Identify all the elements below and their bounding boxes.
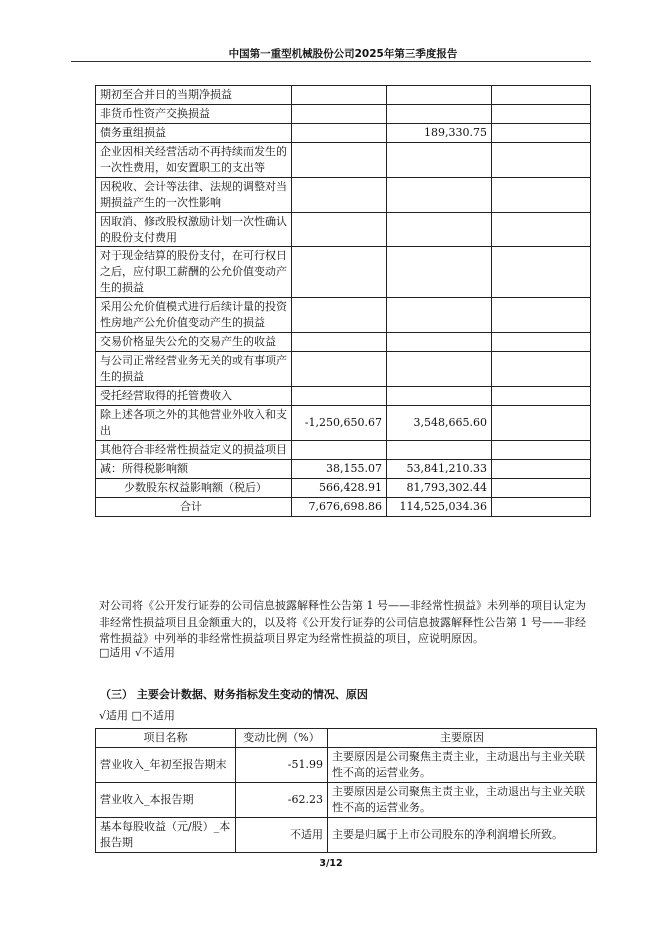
table-row — [96, 104, 591, 123]
row-value-c — [492, 177, 591, 212]
table-row — [96, 142, 591, 177]
row-value-b — [387, 142, 492, 177]
row-value-b: 189,330.75 — [387, 123, 492, 142]
row-value-a — [292, 142, 387, 177]
row-value-b: 3,548,665.60 — [387, 405, 492, 440]
table-header-row — [96, 729, 597, 748]
row-value-c — [492, 497, 591, 516]
row-value-b — [387, 333, 492, 352]
section-heading: （三） 主要会计数据、财务指标发生变动的情况、原因 — [100, 688, 368, 701]
row-value-b — [387, 177, 492, 212]
header-main-reason: 主要原因 — [328, 729, 597, 748]
row-value-b: 114,525,034.36 — [387, 497, 492, 516]
row-value-a — [292, 86, 387, 105]
table-row — [96, 123, 591, 142]
row-value-a: 38,155.07 — [292, 459, 387, 478]
row-value-a — [292, 104, 387, 123]
row-value-a: 566,428.91 — [292, 478, 387, 497]
row-value-a: -1,250,650.67 — [292, 405, 387, 440]
table-row — [96, 177, 591, 212]
row-value-c — [492, 123, 591, 142]
row-value-c — [492, 298, 591, 333]
row-value-b — [387, 86, 492, 105]
row-value-c — [492, 440, 591, 459]
row-value-c — [492, 333, 591, 352]
change-ratio: 不适用 — [236, 817, 328, 852]
row-value-b — [387, 298, 492, 333]
row-item-label: 采用公允价值模式进行后续计量的投资性房地产公允价值变动产生的损益 — [96, 298, 292, 333]
row-value-a: 7,676,698.86 — [292, 497, 387, 516]
table-row — [96, 352, 591, 387]
item-name: 营业收入_本报告期 — [96, 782, 236, 817]
item-name: 营业收入_年初至报告期末 — [96, 747, 236, 782]
row-value-a — [292, 212, 387, 247]
table-row — [96, 782, 597, 817]
table-row — [96, 405, 591, 440]
row-item-label: 债务重组损益 — [96, 123, 292, 142]
row-item-label: 交易价格显失公允的交易产生的收益 — [96, 333, 292, 352]
row-item-label: 非货币性资产交换损益 — [96, 104, 292, 123]
row-item-label: 因取消、修改股权激励计划一次性确认的股份支付费用 — [96, 212, 292, 247]
row-item-label: 企业因相关经营活动不再持续而发生的一次性费用，如安置职工的支出等 — [96, 142, 292, 177]
row-value-b: 53,841,210.33 — [387, 459, 492, 478]
row-value-b — [387, 352, 492, 387]
row-value-c — [492, 104, 591, 123]
row-value-a — [292, 123, 387, 142]
table-row — [96, 298, 591, 333]
row-value-b — [387, 212, 492, 247]
applicability-check-1: □适用 √不适用 — [99, 646, 175, 659]
row-value-c — [492, 405, 591, 440]
row-value-c — [492, 352, 591, 387]
table-row — [96, 247, 591, 298]
table-row — [96, 86, 591, 105]
row-item-label: 期初至合并日的当期净损益 — [96, 86, 292, 105]
main-reason: 主要原因是公司聚焦主责主业，主动退出与主业关联性不高的运营业务。 — [328, 782, 597, 817]
explanation-paragraph: 对公司将《公开发行证券的公司信息披露解释性公告第 1 号——非经常性损益》未列举的项目认定为非经常性损益项目且金额重大的，以及将《公开发行证券的公司信息披露解释性公告第 1 号——非经常性损益》中列举的非经常性损益项目界定为经常性损益的项目，应说明原因。 — [99, 599, 586, 645]
row-value-a — [292, 386, 387, 405]
main-reason: 主要是归属于上市公司股东的净利润增长所致。 — [328, 817, 597, 852]
change-ratio: -62.23 — [236, 782, 328, 817]
indicator-change-table — [95, 728, 597, 853]
row-value-b — [387, 440, 492, 459]
row-item-label: 合计 — [96, 497, 292, 516]
row-item-label: 与公司正常经营业务无关的或有事项产生的损益 — [96, 352, 292, 387]
row-item-label: 其他符合非经常性损益定义的损益项目 — [96, 440, 292, 459]
table-row — [96, 386, 591, 405]
header-item-name: 项目名称 — [96, 729, 236, 748]
table-row — [96, 817, 597, 852]
row-value-c — [492, 459, 591, 478]
non-recurring-gains-table — [95, 85, 591, 517]
table-row — [96, 212, 591, 247]
row-value-c — [492, 386, 591, 405]
row-value-b — [387, 104, 492, 123]
table-row — [96, 459, 591, 478]
row-value-a — [292, 440, 387, 459]
header-rule — [71, 61, 591, 62]
table-row — [96, 497, 591, 516]
row-value-c — [492, 142, 591, 177]
table-row — [96, 440, 591, 459]
row-value-a — [292, 298, 387, 333]
row-value-a — [292, 247, 387, 298]
change-ratio: -51.99 — [236, 747, 328, 782]
report-header: 中国第一重型机械股份公司2025年第三季度报告 — [228, 48, 458, 60]
row-item-label: 对于现金结算的股份支付，在可行权日之后，应付职工薪酬的公允价值变动产生的损益 — [96, 247, 292, 298]
item-name: 基本每股收益（元/股）_本报告期 — [96, 817, 236, 852]
row-item-label: 受托经营取得的托管费收入 — [96, 386, 292, 405]
applicability-check-2: √适用 □不适用 — [99, 709, 175, 722]
row-value-a — [292, 352, 387, 387]
row-value-b — [387, 247, 492, 298]
row-value-c — [492, 247, 591, 298]
table-row — [96, 747, 597, 782]
row-item-label: 减：所得税影响额 — [96, 459, 292, 478]
main-reason: 主要原因是公司聚焦主责主业，主动退出与主业关联性不高的运营业务。 — [328, 747, 597, 782]
row-value-a — [292, 333, 387, 352]
page-number: 3/12 — [319, 858, 343, 869]
row-value-c — [492, 478, 591, 497]
row-value-a — [292, 177, 387, 212]
table-row — [96, 333, 591, 352]
row-item-label: 少数股东权益影响额（税后） — [96, 478, 292, 497]
row-value-b — [387, 386, 492, 405]
row-value-b: 81,793,302.44 — [387, 478, 492, 497]
row-item-label: 除上述各项之外的其他营业外收入和支出 — [96, 405, 292, 440]
header-change-ratio: 变动比例（%） — [236, 729, 328, 748]
row-value-c — [492, 86, 591, 105]
row-item-label: 因税收、会计等法律、法规的调整对当期损益产生的一次性影响 — [96, 177, 292, 212]
row-value-c — [492, 212, 591, 247]
table-row — [96, 478, 591, 497]
